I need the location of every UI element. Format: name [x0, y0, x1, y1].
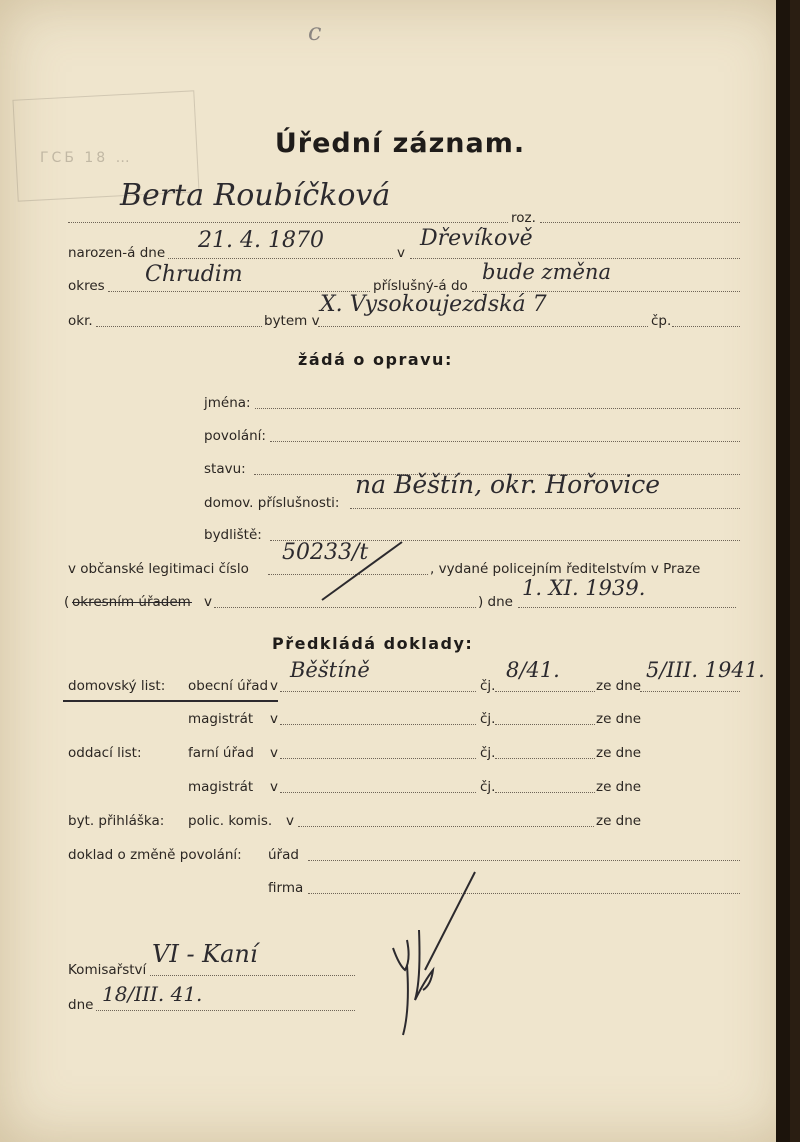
label-byt-prihlaska: byt. přihláška: [68, 813, 165, 829]
birthplace-line [410, 258, 740, 259]
label-magistrat-2-cj: čj. [480, 779, 496, 795]
label-dne-paren: ) dne [478, 594, 513, 610]
povolani-line [270, 441, 740, 442]
label-v: v [397, 245, 405, 261]
farni-line [280, 758, 476, 759]
komisarstvi-line [150, 975, 355, 976]
magistrat-2-cj-line [495, 792, 595, 793]
label-magistrat-1-v: v [270, 711, 278, 727]
label-legit-prefix: v občanské legitimaci číslo [68, 561, 249, 577]
label-polic-komis: polic. komis. [188, 813, 273, 829]
hw-legit-cislo: 50233/t [282, 540, 369, 565]
scan-edge [776, 0, 790, 1142]
label-magistrat-2: magistrát [188, 779, 254, 795]
okr-line [96, 326, 262, 327]
hw-domov-prisl: na Běštín, okr. Hořovice [355, 470, 661, 499]
obecni-v-line [280, 691, 476, 692]
label-okresnim-v: v [204, 594, 212, 610]
label-farni-cj: čj. [480, 745, 496, 761]
label-okresnim: okresním úřadem [72, 594, 191, 610]
magistrat-2-line [280, 792, 476, 793]
hw-obecni-ze-dne: 5/III. 1941. [646, 658, 765, 682]
label-narozen: narozen-á dne [68, 245, 166, 261]
label-paren-open: ( [64, 594, 70, 610]
magistrat-1-cj-line [495, 724, 595, 725]
hw-birth-place: Dřevíkově [420, 226, 533, 251]
label-obecni-v: v [270, 678, 278, 694]
hw-bytem: X. Vysokoujezdská 7 [320, 292, 547, 317]
label-magistrat-1-ze-dne: ze dne [596, 711, 642, 727]
legit-dne-line [518, 607, 736, 608]
label-prislusny: příslušný-á do [373, 278, 468, 294]
farni-cj-line [495, 758, 595, 759]
label-polic-ze-dne: ze dne [596, 813, 642, 829]
label-magistrat-1-cj: čj. [480, 711, 496, 727]
dne-line [96, 1010, 355, 1011]
jmena-line [255, 408, 740, 409]
obecni-ze-dne-line [640, 691, 740, 692]
label-okres: okres [68, 278, 105, 294]
label-legit-suffix: , vydané policejním ředitelstvím v Praze [430, 561, 701, 577]
stamp-text: ГСБ 18 … [40, 150, 133, 166]
label-domovsky-list: domovský list: [68, 678, 166, 694]
page-title: Úřední záznam. [274, 128, 526, 159]
hw-obecni-v: Běštíně [290, 658, 370, 682]
name-line [68, 222, 508, 223]
label-doklad-zmene: doklad o změně povolání: [68, 847, 242, 863]
strike-okresnim [72, 602, 192, 603]
hw-name: Berta Roubíčková [120, 178, 391, 213]
label-obecni-cj: čj. [480, 678, 496, 694]
heading-predklada: Předkládá doklady: [272, 634, 474, 653]
label-obecni-ze-dne: ze dne [596, 678, 642, 694]
label-domov-prisl: domov. příslušnosti: [204, 495, 340, 511]
firma-line [308, 893, 740, 894]
label-okr: okr. [68, 313, 93, 329]
label-polic-v: v [286, 813, 294, 829]
magistrat-1-line [280, 724, 476, 725]
okresnim-line [214, 607, 476, 608]
corner-mark: c [308, 18, 322, 46]
label-stavu: stavu: [204, 461, 246, 477]
hw-obecni-cj: 8/41. [506, 658, 560, 682]
signature-text [390, 958, 392, 959]
slash-mark [318, 538, 406, 604]
heading-zada: žádá o opravu: [298, 350, 453, 369]
label-magistrat-1: magistrát [188, 711, 254, 727]
hw-dne: 18/III. 41. [102, 982, 203, 1006]
label-farni-ze-dne: ze dne [596, 745, 642, 761]
bytem-line [318, 326, 648, 327]
hw-prislusny: bude změna [482, 260, 611, 284]
label-magistrat-2-v: v [270, 779, 278, 795]
signature-mark [385, 870, 485, 1040]
hw-komisarstvi: VI - Kaní [152, 940, 258, 968]
label-roz: roz. [511, 210, 536, 226]
urad-line [308, 860, 740, 861]
label-obecni-urad: obecní úřad [188, 678, 269, 694]
label-farni-urad: farní úřad [188, 745, 254, 761]
hw-okres: Chrudim [145, 262, 243, 287]
label-dne: dne [68, 997, 94, 1013]
label-oddaci-list: oddací list: [68, 745, 142, 761]
narozen-line [168, 258, 393, 259]
label-bytem: bytem v [264, 313, 320, 329]
label-povolani: povolání: [204, 428, 266, 444]
roz-line [540, 222, 740, 223]
domov-prisl-line [350, 508, 740, 509]
hw-legit-dne: 1. XI. 1939. [522, 576, 646, 600]
label-bydliste: bydliště: [204, 527, 262, 543]
hw-birth-date: 21. 4. 1870 [198, 228, 324, 253]
label-cp: čp. [651, 313, 672, 329]
cp-line [672, 326, 740, 327]
label-komisarstvi: Komisařství [68, 962, 147, 978]
label-urad: úřad [268, 847, 299, 863]
obecni-cj-line [495, 691, 595, 692]
underline-domovsky [63, 700, 278, 702]
label-farni-v: v [270, 745, 278, 761]
label-jmena: jména: [204, 395, 251, 411]
polic-line [298, 826, 594, 827]
label-firma: firma [268, 880, 304, 896]
label-magistrat-2-ze-dne: ze dne [596, 779, 642, 795]
